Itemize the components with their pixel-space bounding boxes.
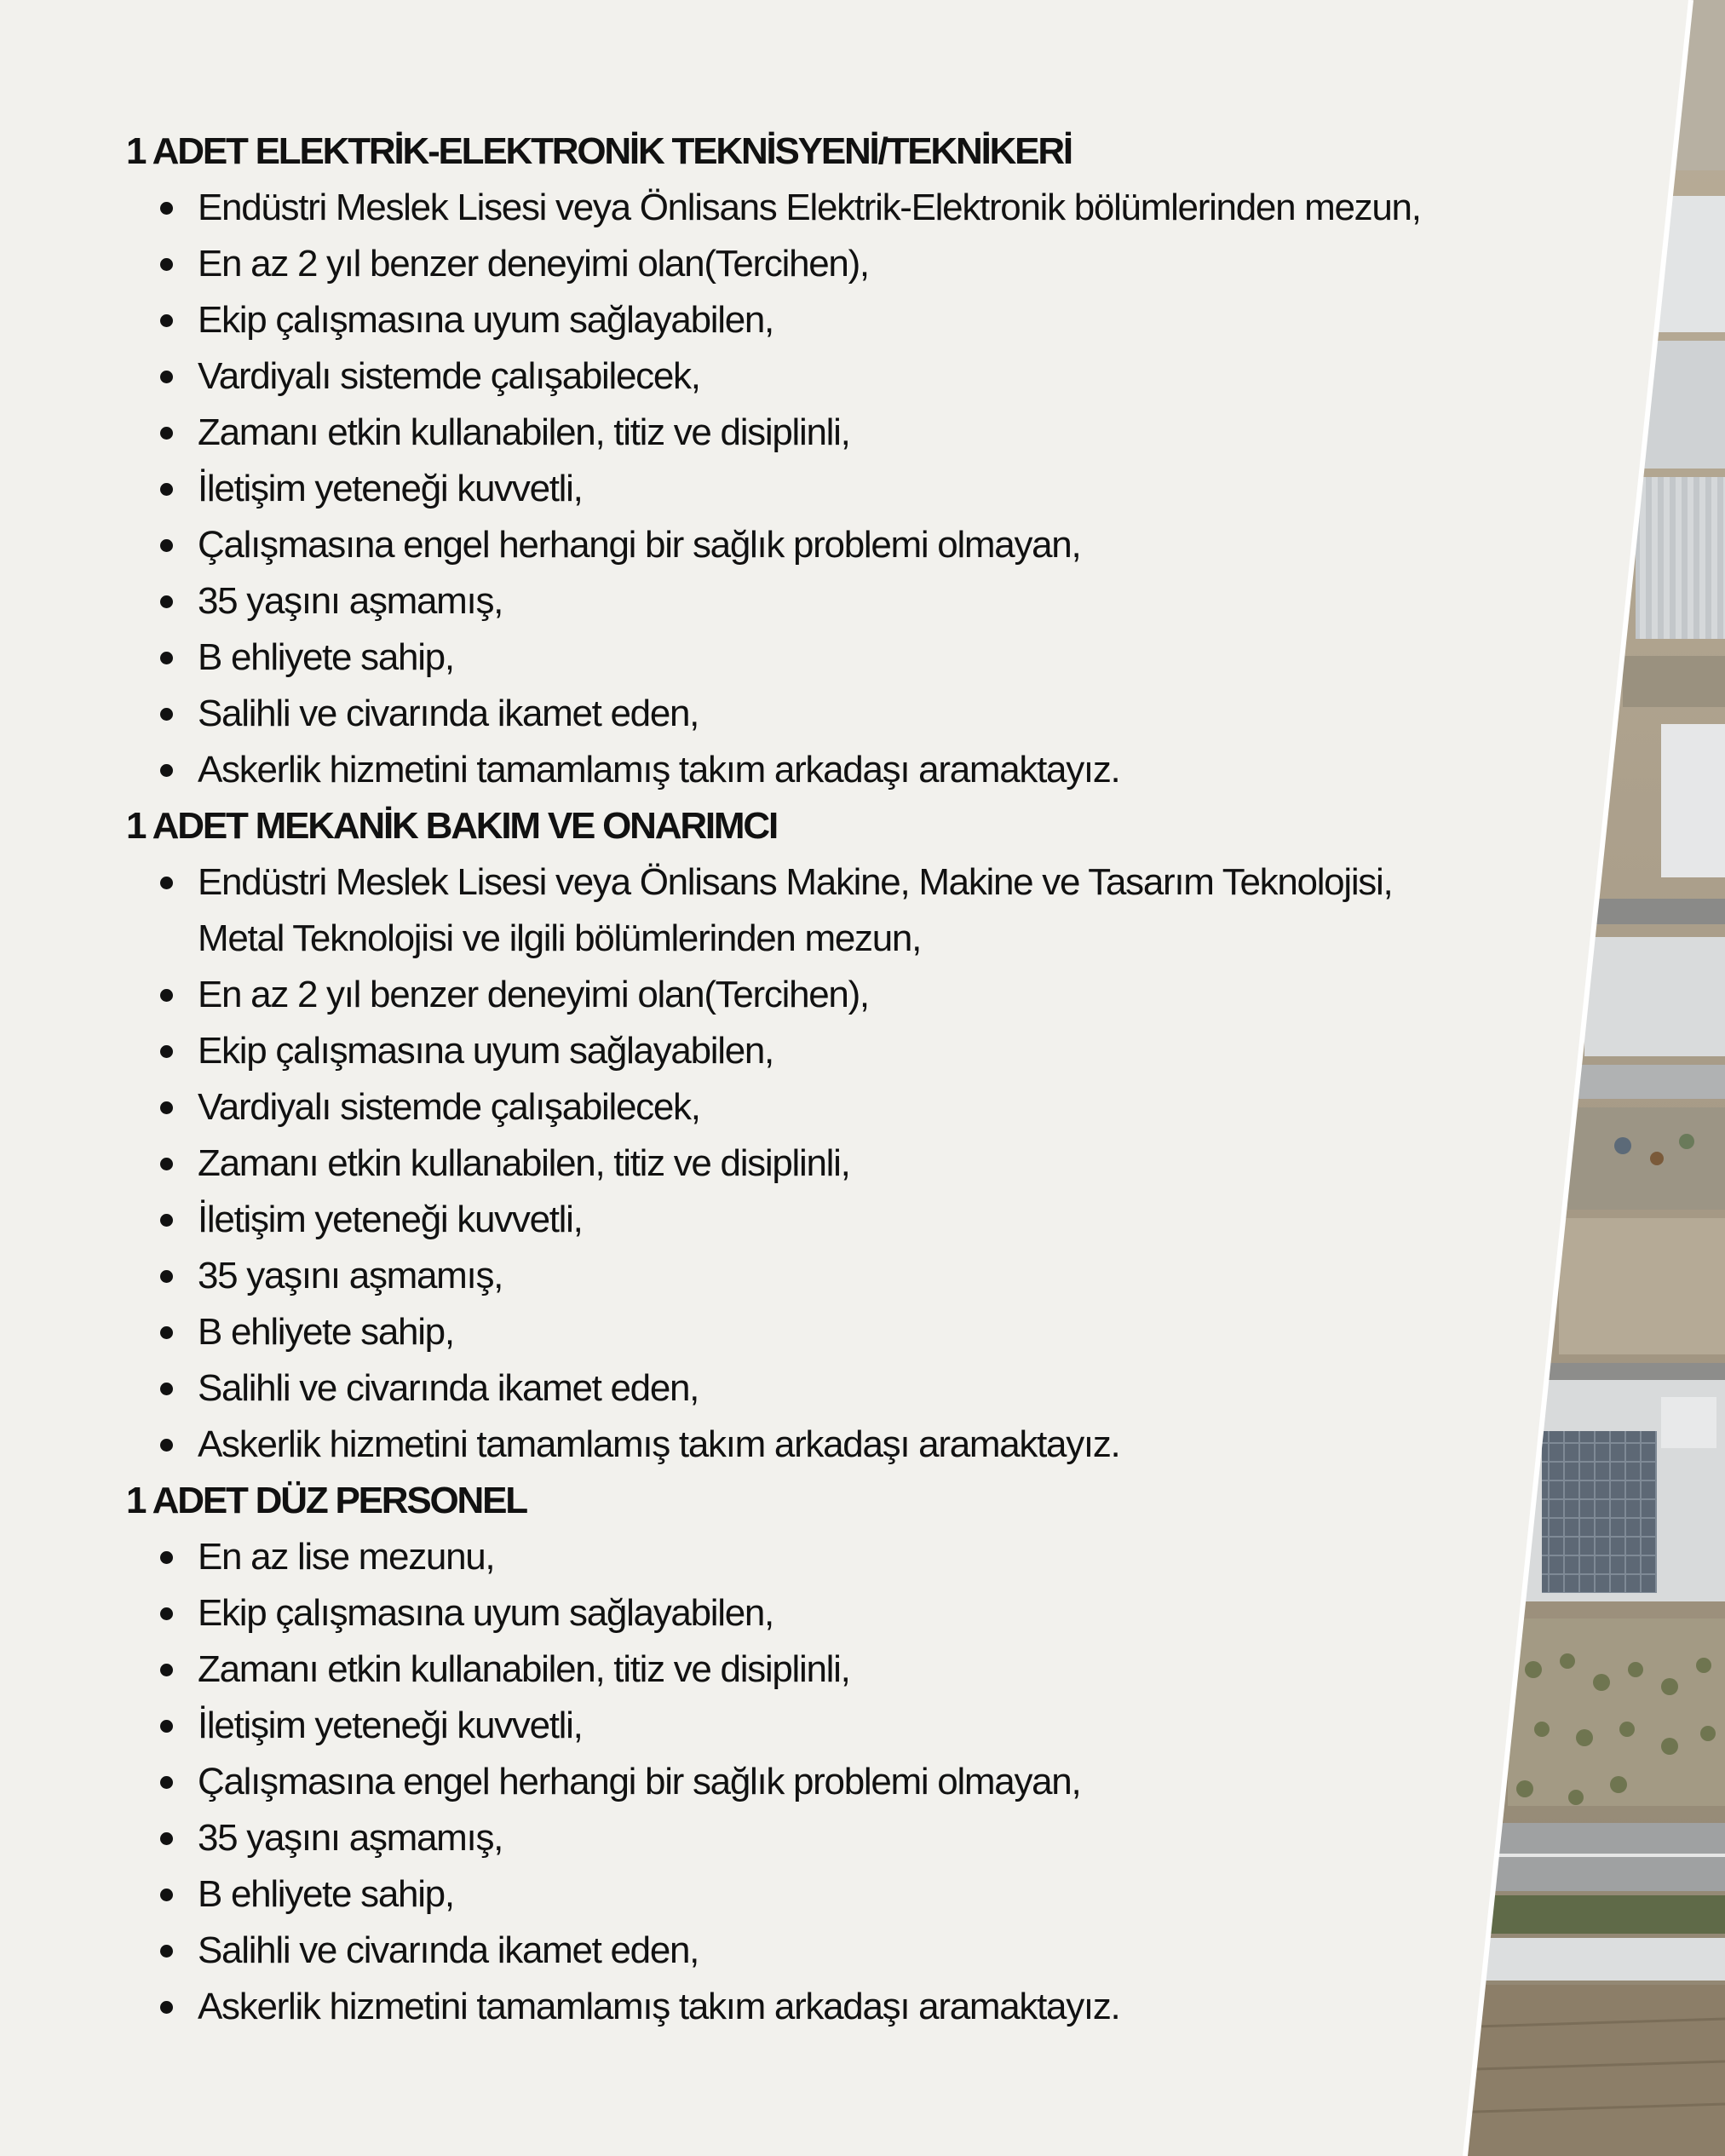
requirement-item: Salihli ve civarında ikamet eden,: [126, 1360, 1625, 1417]
requirement-item: Zamanı etkin kullanabilen, titiz ve disiplinli,: [126, 1135, 1625, 1192]
requirement-item: 35 yaşını aşmamış,: [126, 573, 1625, 630]
requirement-item: Zamanı etkin kullanabilen, titiz ve disiplinli,: [126, 1641, 1625, 1698]
requirement-item: Endüstri Meslek Lisesi veya Önlisans Elektrik-Elektronik bölümlerinden mezun,: [126, 180, 1625, 236]
requirement-item: 35 yaşını aşmamış,: [126, 1248, 1625, 1304]
requirements-list-electrical: [126, 180, 1625, 798]
requirement-item: Vardiyalı sistemde çalışabilecek,: [126, 348, 1625, 405]
requirement-item: Askerlik hizmetini tamamlamış takım arkadaşı aramaktayız.: [126, 1417, 1625, 1473]
section-title-mechanical-maintenance: 1 ADET MEKANİK BAKIM VE ONARIMCI: [126, 805, 777, 847]
requirement-item: B ehliyete sahip,: [126, 1866, 1625, 1923]
requirements-list-mechanical: [126, 854, 1625, 1473]
section-title-electrical-technician: 1 ADET ELEKTRİK-ELEKTRONİK TEKNİSYENİ/TEKNİKERİ: [126, 130, 1072, 172]
requirement-item: Askerlik hizmetini tamamlamış takım arkadaşı aramaktayız.: [126, 1979, 1625, 2035]
requirement-item: Salihli ve civarında ikamet eden,: [126, 686, 1625, 742]
requirement-item: En az 2 yıl benzer deneyimi olan(Tercihen),: [126, 967, 1625, 1023]
requirement-line: Metal Teknolojisi ve ilgili bölümlerinden mezun,: [198, 917, 922, 959]
requirement-item: Askerlik hizmetini tamamlamış takım arkadaşı aramaktayız.: [126, 742, 1625, 798]
requirement-item: Vardiyalı sistemde çalışabilecek,: [126, 1079, 1625, 1135]
requirement-item: B ehliyete sahip,: [126, 1304, 1625, 1360]
requirement-item: B ehliyete sahip,: [126, 630, 1625, 686]
section-title-general-staff: 1 ADET DÜZ PERSONEL: [126, 1480, 526, 1521]
requirement-item: En az lise mezunu,: [126, 1529, 1625, 1585]
requirement-item: İletişim yeteneği kuvvetli,: [126, 461, 1625, 517]
requirement-item: İletişim yeteneği kuvvetli,: [126, 1698, 1625, 1754]
requirement-item: 35 yaşını aşmamış,: [126, 1810, 1625, 1866]
requirement-item: En az 2 yıl benzer deneyimi olan(Tercihen),: [126, 236, 1625, 292]
requirement-item: Ekip çalışmasına uyum sağlayabilen,: [126, 292, 1625, 348]
requirement-item: İletişim yeteneği kuvvetli,: [126, 1192, 1625, 1248]
requirement-line: Endüstri Meslek Lisesi veya Önlisans Makine, Makine ve Tasarım Teknolojisi,: [198, 861, 1393, 903]
requirement-item: Çalışmasına engel herhangi bir sağlık problemi olmayan,: [126, 1754, 1625, 1810]
requirement-item: [126, 854, 1625, 967]
requirement-item: Salihli ve civarında ikamet eden,: [126, 1923, 1625, 1979]
requirement-item: Çalışmasına engel herhangi bir sağlık problemi olmayan,: [126, 517, 1625, 573]
requirement-item: Zamanı etkin kullanabilen, titiz ve disiplinli,: [126, 405, 1625, 461]
requirement-item: Ekip çalışmasına uyum sağlayabilen,: [126, 1023, 1625, 1079]
requirements-list-general: [126, 1529, 1625, 2035]
requirement-item: Ekip çalışmasına uyum sağlayabilen,: [126, 1585, 1625, 1641]
job-posting: [126, 124, 1625, 2035]
